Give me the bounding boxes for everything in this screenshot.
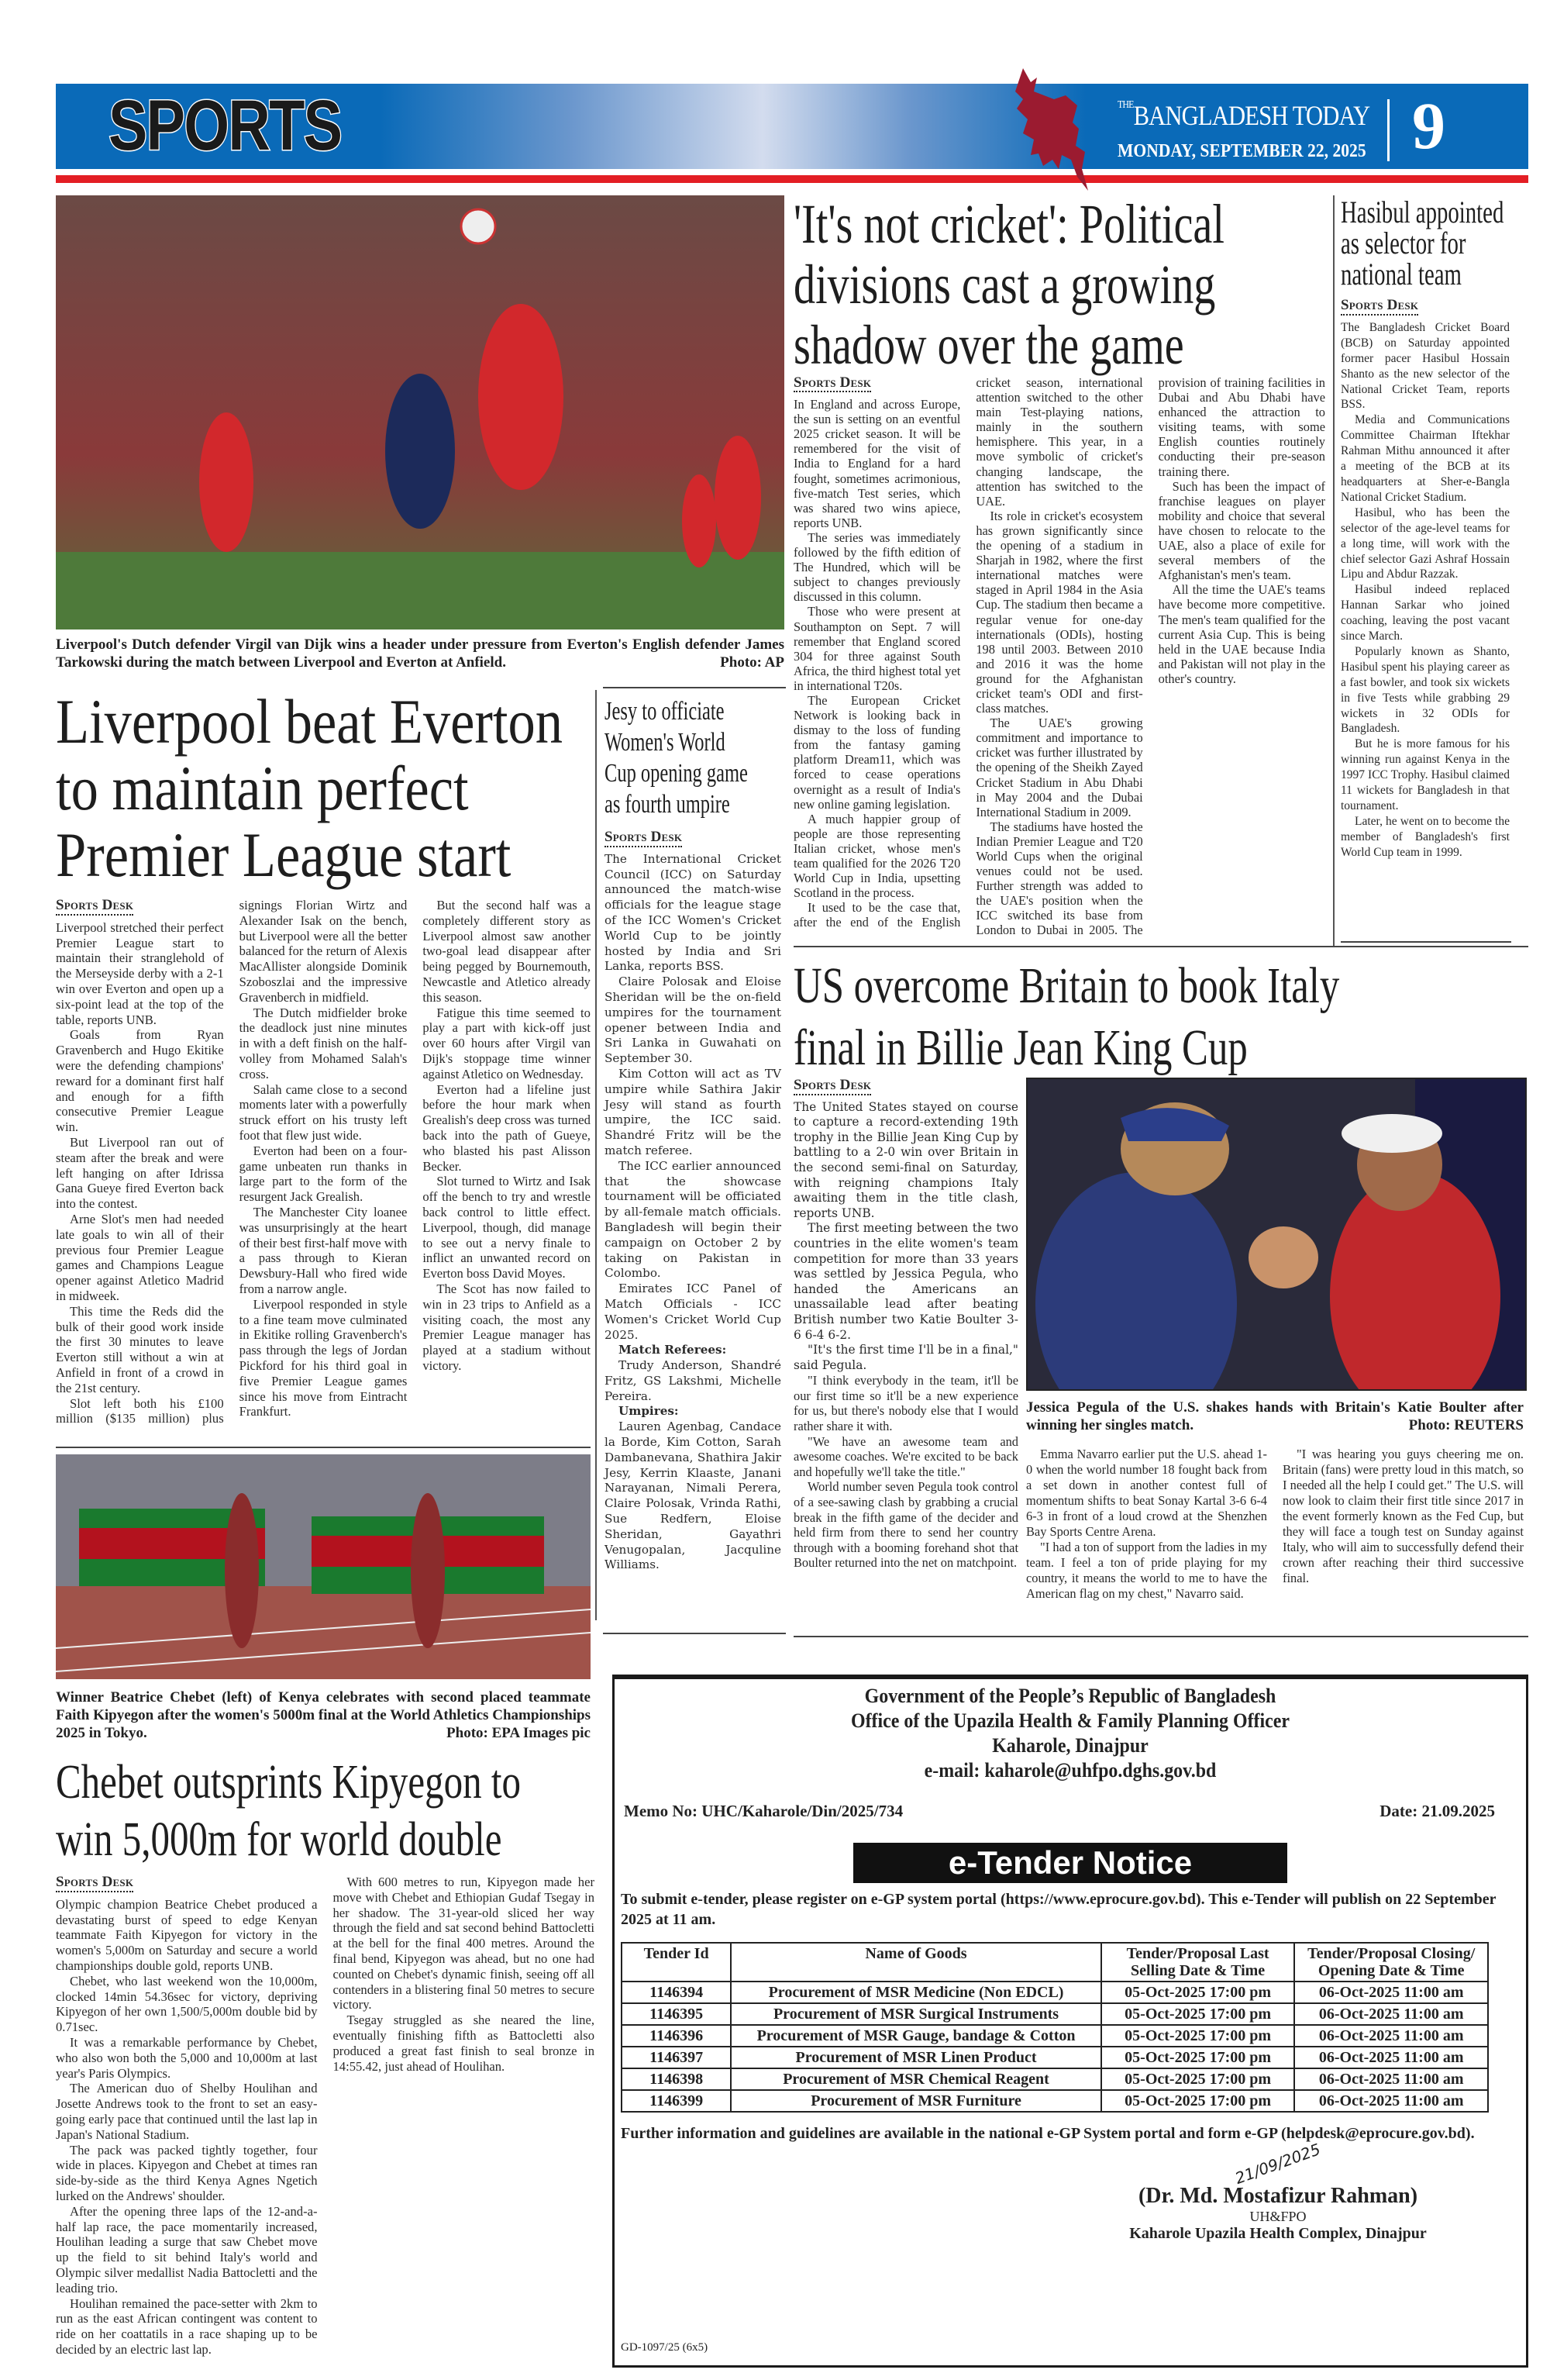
closing-date: 06-Oct-2025 11:00 am <box>1294 1982 1488 2003</box>
jesy-headline: Jesy to officiate Women's World Cup opening game as fourth umpire <box>604 697 748 819</box>
newspaper-brand: $^{THE}$BANGLADESH TODAY <box>1118 99 1370 131</box>
ad-title-wrap <box>615 1843 1526 1883</box>
masthead-separator <box>1387 99 1390 161</box>
tender-table <box>621 1942 1489 2113</box>
tender-id: 1146397 <box>622 2047 731 2068</box>
last-selling-date: 05-Oct-2025 17:00 pm <box>1101 2025 1295 2047</box>
last-selling-date: 05-Oct-2025 17:00 pm <box>1101 2090 1295 2112</box>
tennis-byline: Sports Desk <box>794 1078 1018 1095</box>
closing-date: 06-Oct-2025 11:00 am <box>1294 2068 1488 2090</box>
masthead-red-rule <box>56 175 1528 183</box>
ad-title: e-Tender Notice <box>853 1843 1287 1883</box>
ad-memo-row <box>615 1802 1526 1821</box>
tennis-headline: US overcome Britain to book Italy final in Billie Jean King Cup <box>794 957 1340 1076</box>
chebet-headline: Chebet outsprints Kipyegon to win 5,000m for world double <box>56 1756 521 1866</box>
tender-row <box>622 2068 1488 2090</box>
column-rule <box>1333 195 1335 946</box>
ad-signatory: 21/09/2025 (Dr. Md. Mostafizur Rahman) UH&FPO Kaharole Upazila Health Complex, Dinajpur <box>1129 2140 1427 2242</box>
last-selling-date: 05-Oct-2025 17:00 pm <box>1101 1982 1295 2003</box>
goods-name: Procurement of MSR Surgical Instruments <box>731 2003 1101 2025</box>
tender-table-header: Tender Id Name of Goods Tender/Proposal Last Selling Date & Time Tender/Proposal Closing/ Opening Date & Time <box>622 1943 1488 1982</box>
closing-date: 06-Oct-2025 11:00 am <box>1294 2090 1488 2112</box>
tennis-article-body: Sports Desk The United States stayed on course to capture a record-extending 19th trophy in the Billie Jean King Cup by battling to a 2-0 win over Britain in the second semi-final on Saturday, with reigning champions Italy awaiting them in the title clash, reports UNB. The first meeting between the two countries in the elite women's team competition for more than 33 years was settled by Jessica Pegula, who handed the Americans an unassailable lead after beating British number two Katie Boulter 3-6 6-4 6-2. "It's the first time I'll be in a final," said Pegula. "I think everybody in the team, it'll be our first time so it'll be a new experience for us, but there's nobody else that I would rather share it with. "We have an awesome team and awesome coaches. We're excited to be back and hopefully we'll take the title." World number seven Pegula took control of a see-sawing clash by grabbing a crucial break in the fifth game of the decider and held firm from there to send her country through with a booming forehand shot that Boulter returned into the net on matchpoint. <box>794 1077 1018 1571</box>
tender-id: 1146395 <box>622 2003 731 2025</box>
liverpool-headline: Liverpool beat Everton to maintain perfect Premier League start <box>56 686 563 890</box>
jesy-article-body: Sports Desk The International Cricket Council (ICC) on Saturday announced the match-wise officials for the league stage of the ICC Women's Cricket World Cup to be jointly hosted by India and Sri Lanka, reports BSS. Claire Polosak and Eloise Sheridan will be the on-field umpires for the tournament opener between India and Sri Lanka in Guwahati on September 30. Kim Cotton will act as TV umpire while Sathira Jakir Jesy will stand as fourth umpire, the ICC said. Shandré Fritz will be the match referee. The ICC earlier announced that the showcase tournament will be officiated by all-female match officials. Bangladesh will begin their campaign on October 2 by taking on Pakistan in Colombo. Emirates ICC Panel of Match Officials - ICC Women's Cricket World Cup 2025. Match Referees: Trudy Anderson, Shandré Fritz, GS Lakshmi, Michelle Pereira. Umpires: Lauren Agenbag, Candace la Borde, Kim Cotton, Sarah Dambanevana, Shathira Jakir Jesy, Kerrin Klaaste, Janani Narayanan, Nimali Perera, Claire Polosak, Vrinda Rathi, Sue Redfern, Eloise Sheridan, Gayathri Venugopalan, Jacquline Williams. <box>604 829 781 1572</box>
hasibul-article-body: Sports Desk The Bangladesh Cricket Board (BCB) on Saturday appointed former pacer Hasibul Hossain Shanto as the new selector of the National Cricket Team, reports BSS. Media and Communications Committee Chairman Iftekhar Rahman Mithu announced it after a meeting of the BCB at its headquarters at Sher-e-Bangla National Cricket Stadium. Hasibul, who has been the selector of the age-level teams for a long time, will work with the chief selector Gazi Ashraf Hossain Lipu and Abdur Razzak. Hasibul indeed replaced Hannan Sarkar who joined coaching, leaving the post vacant since March. Popularly known as Shanto, Hasibul spent his playing career as a fast bowler, and took six wickets in five Tests while grabbing 29 wickets in 32 ODIs for Bangladesh. But he is more famous for his winning run against Kenya in the 1997 ICC Trophy. Hasibul claimed 11 wickets for Bangladesh in that tournament. Later, he went on to become the member of Bangladesh's first World Cup team in 1999. <box>1341 297 1510 859</box>
tender-row <box>622 2025 1488 2047</box>
tender-row <box>622 2090 1488 2112</box>
cricket-article-body: Sports Desk In England and across Europe, the sun is setting on an eventful 2025 cricket season. It will be remembered for the visit of India to England for a hard fought, sometimes acrimonious, five-match Test series, which was shared two wins apiece, reports UNB. The series was immediately followed by the fifth edition of The Hundred, which will be subject to changes previously discussed in this column. Those who were present at Southampton on Sept. 7 will remember that England scored 304 for three against South Africa, the third highest total yet in international T20s. The European Cricket Network is looking back in dismay to the loss of funding from the fantasy gaming platform Dream11, which was forced to cease operations overnight as a result of India's new online gaming legislation. A much happier group of people are those representing Italian cricket, whose men's team qualified for the 2026 T20 World Cup in India, upsetting Scotland in the process. It used to be the case that, after the end of the English cricket season, international attention switched to the other main Test-playing nations, mainly in the southern hemisphere. This year, in a move symbolic of cricket's changing landscape, the attention has switched to the UAE. Its role in cricket's ecosystem has grown significantly since the opening of a stadium in Sharjah in 1982, where the first international matches were staged in April 1984 in the Asia Cup. The stadium then became a regular venue for one-day internationals (ODIs), hosting 198 until 2003. Between 2010 and 2016 it was the home ground for the Afghanistan cricket team's ODI and first-class matches. The UAE's growing commitment and importance to cricket was further illustrated by the opening of the Sheikh Zayed Cricket Stadium in Abu Dhabi in May 2004 and the Dubai International Stadium in 2009. The stadiums have hosted the Indian Premier League and T20 World Cups when the original venues could not be used. Further strength was added to the UAE's position when the ICC switched its base from London to Dubai in 2005. The provision of training facilities in Dubai and Abu Dhabi have enhanced the attraction to visiting teams, with some English counties routinely conducting their pre-season training there. Such has been the impact of franchise leagues on player mobility and choice that several have chosen to relocate to the UAE, also a place of exile for several members of the Afghanistan's men's team. All the time the UAE's teams have become more competitive. The men's team qualified for the current Asia Cup. This is being held in the UAE because India and Pakistan will not play in the other's country. <box>794 374 1325 938</box>
tender-row <box>622 1982 1488 2003</box>
chebet-photo-caption: Winner Beatrice Chebet (left) of Kenya celebrates with second placed teammate Faith Kipyegon after the women's 5000m final at the World Athletics Championships 2025 in Tokyo. Photo: EPA Images pic <box>56 1689 591 1741</box>
handwritten-signature: 21/09/2025 <box>1232 2140 1324 2188</box>
liverpool-photo-caption: Liverpool's Dutch defender Virgil van Dijk wins a header under pressure from Everton's English defender James Tarkowski during the match between Liverpool and Everton at Anfield. Photo: AP <box>56 636 784 671</box>
ad-code: GD-1097/25 (6x5) <box>621 2341 708 2354</box>
jesy-byline: Sports Desk <box>604 830 781 847</box>
ad-footer: Further information and guidelines are available in the national e-GP System portal and form e-GP (helpdesk@eprocure.gov.bd). <box>621 2125 1475 2142</box>
tennis-bottom-rule <box>794 1636 1528 1637</box>
ad-intro: To submit e-tender, please register on e-GP system portal (https://www.eprocure.gov.bd). This e-Tender will publish on 22 September 2025 at 11 am. <box>621 1891 1497 1928</box>
tennis-article-body-lower: Emma Navarro earlier put the U.S. ahead 1-0 when the world number 18 fought back from a set down in another contest full of momentum shifts to beat Sonay Kartal 3-6 6-4 6-3 in front of a loud crowd at the Shenzhen Bay Sports Centre Arena. "I had a ton of support from the ladies in my team. I feel a ton of pride playing for my country, it means the world to me to have the American flag on my chest," Navarro said. "I was hearing you guys cheering me on. Britain (fans) were pretty loud in this match, so I needed all the help I could get." The U.S. will now look to claim their first title since 2017 in the event formerly known as the Fed Cup, but they will face a tough test on Sunday against Italy, who will aim to successfully defend their crown after reaching their third successive final. <box>1026 1447 1524 1601</box>
cricket-byline: Sports Desk <box>794 375 960 392</box>
ad-header: Government of the People’s Republic of Bangladesh Office of the Upazila Health & Family Planning Officer Kaharole, Dinajpur e-mail: kaharole@uhfpo.dghs.gov.bd <box>850 1685 1290 1782</box>
photo-credit: Photo: EPA Images pic <box>446 1725 591 1741</box>
cricket-bottom-rule <box>794 946 1528 947</box>
pegula-boulter-photo <box>1026 1078 1527 1391</box>
tender-id: 1146396 <box>622 2025 731 2047</box>
chebet-byline: Sports Desk <box>56 1875 318 1892</box>
memo-number: Memo No: UHC/Kaharole/Din/2025/734 <box>624 1802 904 1820</box>
tender-id: 1146398 <box>622 2068 731 2090</box>
tender-row <box>622 2047 1488 2068</box>
ad-signature-block <box>615 2140 1526 2243</box>
issue-date: MONDAY, SEPTEMBER 22, 2025 <box>1118 141 1366 161</box>
jesy-top-rule <box>603 687 786 688</box>
hasibul-bottom-rule <box>1341 941 1511 943</box>
referees-label: Match Referees: <box>618 1343 727 1357</box>
goods-name: Procurement of MSR Medicine (Non EDCL) <box>731 1982 1101 2003</box>
tender-id: 1146399 <box>622 2090 731 2112</box>
bangladesh-map-logo <box>1008 68 1100 192</box>
e-tender-advertisement <box>612 1675 1528 2368</box>
liverpool-article-body: Sports Desk Liverpool stretched their perfect Premier League start to maintain their stranglehold of the Merseyside derby with a 2-1 win over Everton and open up a six-point lead at the top of the table, reports UNB. Goals from Ryan Gravenberch and Hugo Ekitike were the defending champions' reward for a dominant first half and enough for a fifth consecutive Premier League win. But Liverpool ran out of steam after the break and were left hanging on after Idrissa Gana Gueye fired Everton back into the contest. Arne Slot's men had needed late goals to win all of their previous four Premier League games and Champions League opener against Atletico Madrid in midweek. This time the Reds did the bulk of their good work inside the first 30 minutes to leave Everton still without a win at Anfield in front of a crowd in the 21st century. Slot left both his £100 million ($135 million) plus signings Florian Wirtz and Alexander Isak on the bench, but Liverpool were all the better balanced for the return of Alexis MacAllister alongside Dominik Szoboszlai and the impressive Gravenberch in midfield. The Dutch midfielder broke the deadlock just nine minutes in with a deft finish on the half-volley from Mohamed Salah's cross. Salah came close to a second moments later with a powerfully struck effort on his trusty left foot that flew just wide. Everton had been on a four-game unbeaten run thanks in large part to the form of the resurgent Jack Grealish. The Manchester City loanee was unsurprisingly at the heart of their best first-half move with a pass through to Kieran Dewsbury-Hall who fired wide from a narrow angle. Liverpool responded in style to a fine team move culminated in Ekitike rolling Gravenberch's pass through the legs of Jordan Pickford for his third goal in five Premier League games since his move from Eintracht Frankfurt. But the second half was a completely different story as Liverpool almost saw another two-goal lead disappear after being pegged by Bournemouth, Newcastle and Atletico already this season. Fatigue this time seemed to play a part with kick-off just over 60 hours after Virgil van Dijk's stoppage time winner against Atletico on Wednesday. Everton had a lifeline just before the hour mark when Grealish's deep cross was turned back into the path of Gueye, who blasted his past Alisson Becker. Slot turned to Wirtz and Isak off the bench to try and wrestle back control to little effect. Liverpool, though, did manage to see out a nervy finale to inflict an unwanted record on Everton boss David Moyes. The Scot has now failed to win in 23 trips to Anfield as a visiting coach, the most any Premier League manager has played at a stadium without victory. <box>56 897 591 1426</box>
last-selling-date: 05-Oct-2025 17:00 pm <box>1101 2068 1295 2090</box>
tender-row <box>622 2003 1488 2025</box>
page-number: 9 <box>1412 88 1445 163</box>
closing-date: 06-Oct-2025 11:00 am <box>1294 2025 1488 2047</box>
tennis-photo-caption: Jessica Pegula of the U.S. shakes hands with Britain's Katie Boulter after winning her singles match. Photo: REUTERS <box>1026 1399 1524 1433</box>
chebet-kipyegon-photo <box>56 1454 591 1679</box>
liverpool-bottom-rule <box>56 1447 591 1448</box>
tender-id: 1146394 <box>622 1982 731 2003</box>
chebet-article-body: Sports Desk Olympic champion Beatrice Chebet produced a devastating burst of speed to edge Kenyan teammate Faith Kipyegon for victory in the women's 5,000m on Saturday and secure a world championships double gold, reports UNB. Chebet, who last weekend won the 10,000m, clocked 14min 54.36sec for victory, depriving Kipyegon of her own 1,500/5,000m double bid by 0.71sec. It was a remarkable performance by Chebet, who also won both the 5,000 and 10,000m at last year's Paris Olympics. The American duo of Shelby Houlihan and Josette Andrews took to the front to set an easy-going early pace that continued until the last lap in Japan's National Stadium. The pack was packed tightly together, four wide in places. Kipyegon and Chebet at times ran side-by-side as the third Kenya Agnes Ngetich lurked on the Andrews' shoulder. After the opening three laps of the 12-and-a-half lap race, the pace momentarily increased, Houlihan leading a surge that saw Chebet move up the field to sit behind Italy's world and Olympic silver medallist Nadia Battocletti and the leading trio. Houlihan remained the pace-setter with 2km to run as the east African contingent was content to ride on her coattatils in a race shaping up to be decided by an electric last lap. With 600 metres to run, Kipyegon made her move with Chebet and Ethiopian Gudaf Tsegay in her shadow. The 31-year-old sliced her way through the field and sat second behind Battocletti at the bell for the final 400 metres. Around the final bend, Kipyegon was ahead, but no one had counted on Chebet's dynamic finish, seeing off all contenders in a blistering final 50 metres to secure victory. Tsegay struggled as she neared the line, eventually finishing fifth as Battocletti also produced a great fast finish to seal bronze in 14:55.42, just ahead of Houlihan. <box>56 1874 594 2357</box>
cricket-headline: 'It's not cricket': Political divisions cast a growing shadow over the game <box>794 193 1224 376</box>
closing-date: 06-Oct-2025 11:00 am <box>1294 2047 1488 2068</box>
hasibul-byline: Sports Desk <box>1341 298 1510 316</box>
goods-name: Procurement of MSR Furniture <box>731 2090 1101 2112</box>
umpires-label: Umpires: <box>618 1404 679 1419</box>
memo-date: Date: 21.09.2025 <box>1380 1802 1495 1820</box>
liverpool-byline: Sports Desk <box>56 898 224 916</box>
last-selling-date: 05-Oct-2025 17:00 pm <box>1101 2003 1295 2025</box>
goods-name: Procurement of MSR Chemical Reagent <box>731 2068 1101 2090</box>
last-selling-date: 05-Oct-2025 17:00 pm <box>1101 2047 1295 2068</box>
closing-date: 06-Oct-2025 11:00 am <box>1294 2003 1488 2025</box>
liverpool-everton-photo <box>56 195 784 629</box>
photo-credit: Photo: AP <box>720 654 784 671</box>
goods-name: Procurement of MSR Gauge, bandage & Cotton <box>731 2025 1101 2047</box>
photo-credit: Photo: REUTERS <box>1408 1417 1524 1433</box>
column-rule <box>595 690 597 1620</box>
goods-name: Procurement of MSR Linen Product <box>731 2047 1101 2068</box>
section-title: SPORTS <box>108 86 342 165</box>
hasibul-headline: Hasibul appointed as selector for national team <box>1341 195 1504 291</box>
jesy-bottom-rule <box>603 1633 786 1634</box>
